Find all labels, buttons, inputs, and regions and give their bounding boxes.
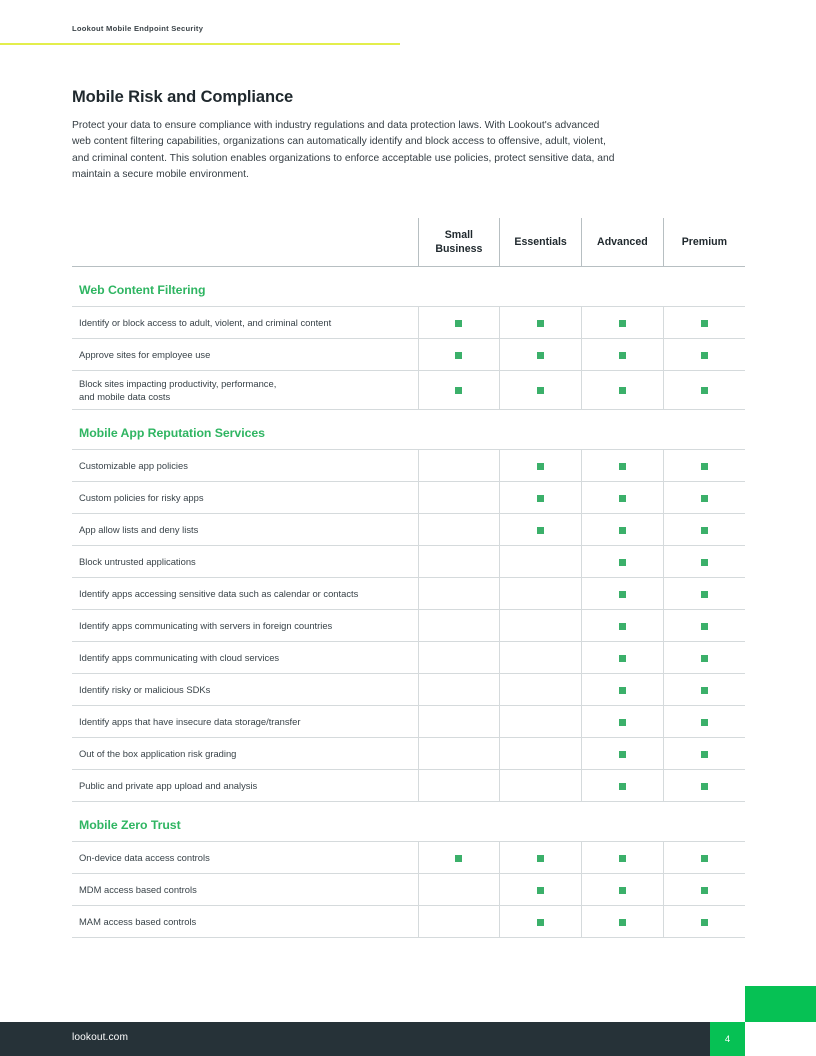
plan-cell-essentials (500, 842, 582, 874)
feature-column-header (72, 218, 418, 267)
table-row (72, 674, 745, 706)
table-section-cell (72, 802, 745, 842)
plan-cell-advanced (582, 906, 664, 938)
included-marker-icon (701, 919, 708, 926)
plan-cell-premium (663, 770, 745, 802)
plan-cell-advanced (582, 642, 664, 674)
included-marker-icon (537, 320, 544, 327)
plan-cell-small-business (418, 578, 500, 610)
not-included-marker (537, 687, 544, 694)
plan-cell-small-business (418, 371, 500, 410)
feature-label-cell: On-device data access controls (72, 842, 418, 874)
feature-label-cell: Customizable app policies (72, 450, 418, 482)
included-marker-icon (701, 887, 708, 894)
included-marker-icon (619, 887, 626, 894)
not-included-marker (537, 783, 544, 790)
feature-label-cell (72, 371, 418, 410)
feature-label-cell: Custom policies for risky apps (72, 482, 418, 514)
plan-cell-premium (663, 339, 745, 371)
table-row (72, 906, 745, 938)
page-content (72, 88, 745, 184)
column-header-premium: Premium (663, 218, 745, 267)
table-row (72, 770, 745, 802)
table-row (72, 706, 745, 738)
not-included-marker (455, 783, 462, 790)
included-marker-icon (455, 387, 462, 394)
table-row (72, 450, 745, 482)
not-included-marker (537, 623, 544, 630)
included-marker-icon (455, 352, 462, 359)
table-row (72, 371, 745, 410)
feature-label-cell: Identify or block access to adult, violent, and criminal content (72, 307, 418, 339)
included-marker-icon (455, 855, 462, 862)
not-included-marker (455, 751, 462, 758)
plan-cell-small-business (418, 546, 500, 578)
plan-cell-advanced (582, 842, 664, 874)
document-header-label: Lookout Mobile Endpoint Security (72, 24, 204, 33)
plan-cell-essentials (500, 706, 582, 738)
not-included-marker (455, 623, 462, 630)
column-header-small-business (418, 218, 500, 267)
plan-cell-premium (663, 546, 745, 578)
not-included-marker (455, 919, 462, 926)
plan-cell-small-business (418, 339, 500, 371)
table-section-row (72, 267, 745, 307)
plan-cell-advanced (582, 578, 664, 610)
included-marker-icon (701, 387, 708, 394)
plan-cell-advanced (582, 770, 664, 802)
plan-cell-premium (663, 674, 745, 706)
plan-cell-advanced (582, 482, 664, 514)
included-marker-icon (619, 687, 626, 694)
not-included-marker (455, 887, 462, 894)
included-marker-icon (701, 591, 708, 598)
included-marker-icon (701, 320, 708, 327)
footer-green-accent-block (745, 986, 816, 1022)
table-row (72, 578, 745, 610)
included-marker-icon (701, 463, 708, 470)
included-marker-icon (619, 387, 626, 394)
included-marker-icon (455, 320, 462, 327)
not-included-marker (455, 591, 462, 598)
included-marker-icon (619, 352, 626, 359)
table-row (72, 738, 745, 770)
plan-cell-small-business (418, 514, 500, 546)
not-included-marker (537, 719, 544, 726)
table-header-row (72, 218, 745, 267)
included-marker-icon (619, 623, 626, 630)
intro-paragraph: Protect your data to ensure compliance with industry regulations and data protection laws. With Lookout's advanced web content filtering capabilities, organizations can automatically identify and block access to offensive, adult, violent, and criminal content. This solution enables organizations to enforce acceptable use policies, protect sensitive data, and maintain a secure mobile environment. (72, 120, 615, 181)
table-row (72, 874, 745, 906)
not-included-marker (455, 559, 462, 566)
plan-cell-small-business (418, 482, 500, 514)
plan-cell-advanced (582, 610, 664, 642)
feature-label-cell: Public and private app upload and analysis (72, 770, 418, 802)
page-header (0, 0, 816, 46)
included-marker-icon (537, 527, 544, 534)
feature-label-cell: Out of the box application risk grading (72, 738, 418, 770)
not-included-marker (455, 527, 462, 534)
feature-label-cell: Identify apps communicating with servers in foreign countries (72, 610, 418, 642)
included-marker-icon (619, 559, 626, 566)
plan-cell-essentials (500, 514, 582, 546)
section-heading: Mobile Zero Trust (79, 818, 181, 832)
included-marker-icon (537, 919, 544, 926)
not-included-marker (537, 591, 544, 598)
plan-cell-premium (663, 450, 745, 482)
included-marker-icon (701, 527, 708, 534)
included-marker-icon (537, 387, 544, 394)
feature-label-cell: Identify apps that have insecure data storage/transfer (72, 706, 418, 738)
section-heading: Mobile App Reputation Services (79, 426, 265, 440)
included-marker-icon (619, 527, 626, 534)
included-marker-icon (701, 855, 708, 862)
plan-cell-small-business (418, 738, 500, 770)
plan-cell-premium (663, 371, 745, 410)
plan-cell-small-business (418, 642, 500, 674)
plan-cell-small-business (418, 874, 500, 906)
feature-label-cell: Approve sites for employee use (72, 339, 418, 371)
plan-cell-essentials (500, 482, 582, 514)
table-section-row (72, 410, 745, 450)
not-included-marker (537, 655, 544, 662)
footer-website-url: lookout.com (72, 1032, 129, 1043)
included-marker-icon (537, 495, 544, 502)
plan-cell-premium (663, 706, 745, 738)
plan-cell-advanced (582, 307, 664, 339)
plan-cell-essentials (500, 906, 582, 938)
plan-cell-premium (663, 842, 745, 874)
included-marker-icon (619, 855, 626, 862)
plan-cell-essentials (500, 770, 582, 802)
plan-comparison-table (72, 218, 745, 938)
column-header-line1: Small (444, 229, 473, 241)
column-header-advanced: Advanced (582, 218, 664, 267)
header-accent-rule (0, 43, 400, 45)
plan-cell-advanced (582, 738, 664, 770)
page-title: Mobile Risk and Compliance (72, 88, 294, 106)
plan-cell-premium (663, 738, 745, 770)
plan-cell-advanced (582, 339, 664, 371)
table-row (72, 842, 745, 874)
plan-cell-advanced (582, 450, 664, 482)
not-included-marker (537, 559, 544, 566)
plan-cell-essentials (500, 674, 582, 706)
plan-cell-premium (663, 578, 745, 610)
feature-label-cell: Block untrusted applications (72, 546, 418, 578)
column-header-line2: Business (435, 243, 483, 255)
not-included-marker (537, 751, 544, 758)
included-marker-icon (537, 855, 544, 862)
included-marker-icon (701, 655, 708, 662)
plan-cell-premium (663, 514, 745, 546)
included-marker-icon (701, 687, 708, 694)
table-section-cell (72, 410, 745, 450)
plan-cell-small-business (418, 674, 500, 706)
plan-cell-small-business (418, 842, 500, 874)
plan-cell-essentials (500, 371, 582, 410)
included-marker-icon (619, 463, 626, 470)
plan-cell-advanced (582, 874, 664, 906)
plan-cell-small-business (418, 610, 500, 642)
included-marker-icon (701, 623, 708, 630)
table-row (72, 307, 745, 339)
feature-label-cell: MDM access based controls (72, 874, 418, 906)
included-marker-icon (701, 495, 708, 502)
included-marker-icon (701, 751, 708, 758)
included-marker-icon (537, 463, 544, 470)
not-included-marker (455, 655, 462, 662)
feature-label-cell: Identify risky or malicious SDKs (72, 674, 418, 706)
feature-label-line1: Block sites impacting productivity, performance, (79, 378, 277, 389)
included-marker-icon (701, 352, 708, 359)
included-marker-icon (619, 591, 626, 598)
included-marker-icon (619, 495, 626, 502)
section-heading: Web Content Filtering (79, 283, 206, 297)
plan-cell-small-business (418, 906, 500, 938)
table-row (72, 610, 745, 642)
plan-cell-premium (663, 307, 745, 339)
table-row (72, 339, 745, 371)
plan-cell-essentials (500, 642, 582, 674)
plan-cell-essentials (500, 874, 582, 906)
not-included-marker (455, 687, 462, 694)
plan-cell-small-business (418, 450, 500, 482)
plan-cell-advanced (582, 514, 664, 546)
feature-label-cell: Identify apps communicating with cloud services (72, 642, 418, 674)
plan-cell-premium (663, 874, 745, 906)
included-marker-icon (619, 751, 626, 758)
column-header-essentials: Essentials (500, 218, 582, 267)
plan-cell-essentials (500, 578, 582, 610)
table-section-row (72, 802, 745, 842)
feature-label-cell: MAM access based controls (72, 906, 418, 938)
included-marker-icon (701, 719, 708, 726)
plan-cell-advanced (582, 706, 664, 738)
included-marker-icon (619, 919, 626, 926)
included-marker-icon (619, 320, 626, 327)
plan-cell-essentials (500, 339, 582, 371)
plan-cell-advanced (582, 371, 664, 410)
table-row (72, 546, 745, 578)
plan-cell-essentials (500, 450, 582, 482)
plan-cell-premium (663, 906, 745, 938)
plan-cell-essentials (500, 307, 582, 339)
feature-label-line2: and mobile data costs (79, 391, 171, 402)
not-included-marker (455, 463, 462, 470)
plan-cell-small-business (418, 706, 500, 738)
included-marker-icon (619, 783, 626, 790)
plan-cell-advanced (582, 674, 664, 706)
table-row (72, 482, 745, 514)
included-marker-icon (537, 352, 544, 359)
plan-cell-essentials (500, 546, 582, 578)
plan-cell-premium (663, 610, 745, 642)
table-body (72, 267, 745, 938)
table-section-cell (72, 267, 745, 307)
included-marker-icon (619, 719, 626, 726)
plan-cell-small-business (418, 770, 500, 802)
plan-cell-essentials (500, 610, 582, 642)
table-row (72, 514, 745, 546)
plan-cell-essentials (500, 738, 582, 770)
feature-label-cell: App allow lists and deny lists (72, 514, 418, 546)
plan-cell-premium (663, 482, 745, 514)
plan-cell-small-business (418, 307, 500, 339)
feature-label-cell: Identify apps accessing sensitive data such as calendar or contacts (72, 578, 418, 610)
plan-cell-advanced (582, 546, 664, 578)
plan-cell-premium (663, 642, 745, 674)
included-marker-icon (701, 559, 708, 566)
not-included-marker (455, 495, 462, 502)
not-included-marker (455, 719, 462, 726)
page-number-badge: 4 (710, 1022, 745, 1056)
included-marker-icon (537, 887, 544, 894)
included-marker-icon (701, 783, 708, 790)
included-marker-icon (619, 655, 626, 662)
table-row (72, 642, 745, 674)
